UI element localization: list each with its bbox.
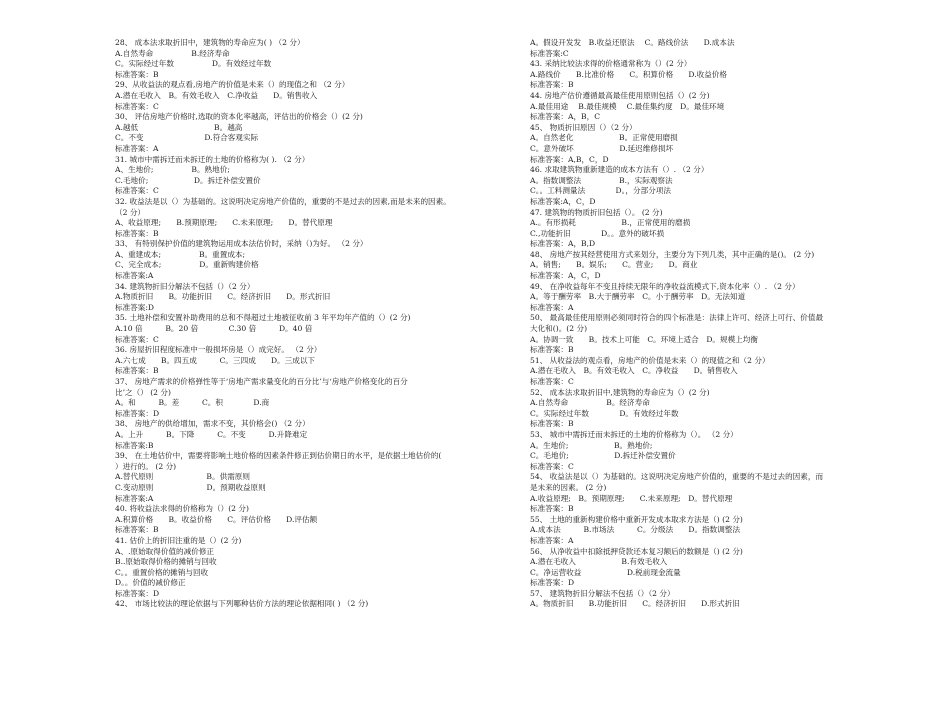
text-line: 54、 收益法是以（）为基础的。这说明决定房地产价值的，重要的不是过去的因素，而 [530, 472, 824, 482]
text-line: A.成本法 B.市场法 C。分级法 D。指数调整法 [530, 525, 741, 535]
text-line: 标准答案：A,B，C，D [530, 154, 609, 164]
text-line: 48、 房地产按其经营使用方式来划分，主要分为下列几类，其中正确的是()。 (2 分) [530, 249, 815, 259]
text-line: 33、 有特别保护价值的建筑物运用成本法估价时，采纳（)为好。 （2 分） [115, 239, 368, 249]
text-line: A.潜在毛收入 B.有效毛收入 [530, 557, 668, 567]
text-line: C.,功能折旧 D。。意外的破坏损 [530, 228, 665, 238]
text-line: A.。有形损耗 B.，正常使用的磨损 [530, 218, 691, 228]
text-line: A。等于酬劳率 B.大于酬劳率 C。小于酬劳率 D。无法知道 [530, 292, 746, 302]
text-line: C。意外破坏 D.延迟维修损坏 [530, 143, 674, 153]
text-line: A.物质折旧 B。功能折旧 C。经济折旧 D。形式折旧 [115, 292, 331, 302]
text-line: 29、从收益法的观点看,房地产的价值是未来（）的现值之和 （2 分） [115, 80, 350, 90]
text-line: 35. 土地补偿和安置补助费用的总和不得超过土地被征收前 3 年平均年产值的（）(2 分) [115, 313, 411, 323]
text-line: C。净运营收益 D.税前现金流量 [530, 567, 681, 577]
text-line: 31. 城市中需拆迁而未拆迁的土地的价格称为( ). （2 分） [115, 154, 310, 164]
text-line: A、生地价; B。熟地价; [115, 165, 230, 175]
text-line: ）进行的。 (2 分) [115, 461, 177, 471]
text-line: 28、 成本法求取折旧中，建筑物的寿命应为( ) （2 分） [115, 38, 305, 47]
text-line: 36. 房屋折旧程度标准中一般损坏房是（）成完好。 （2 分） [115, 345, 322, 355]
text-line: 标准答案：C [115, 101, 159, 111]
text-line: 比’之（） (2 分) [115, 387, 171, 397]
text-line: C、完全成本; D。重新购建价格 [115, 260, 259, 270]
text-line: 标准答案：A [115, 143, 159, 153]
text-line: 49、 在净收益每年不变且持续无限年的净收益流模式下,资本化率（）. （2 分） [530, 281, 800, 291]
text-line: A.自然寿命 B.经济寿命 [115, 48, 230, 58]
text-line: D。。价值的减价修正 [115, 578, 186, 588]
left-column [115, 38, 495, 610]
text-line: A.六七成 B。四五成 C。三四成 D。三成以下 [115, 355, 316, 365]
text-line: 标准答案：D [530, 578, 575, 588]
text-line: A.路线价 B.比准价格 C。积算价格 D.收益价格 [530, 69, 727, 79]
text-line: 标准答案：B [115, 69, 159, 79]
text-line: 标准答案：A，B，C [530, 112, 601, 122]
text-line: 42、 市场比较法的理论依据与下列哪种估价方法的理论依据相同( ) （2 分) [115, 599, 369, 609]
text-line: 53、 城市中需拆迁而未拆迁的土地的价格称为（）。 （2 分） [530, 429, 738, 439]
text-line: （2 分） [115, 207, 146, 217]
text-line: A。销售; B。娱乐; C。营业; D。商业 [530, 260, 698, 270]
text-line: C。毛地价; D.拆迁补偿安置价 [530, 451, 676, 461]
text-line: A。自然老化 B。正常使用磨损 [530, 133, 678, 143]
text-line: 40. 将收益法求得的价格称为（）(2 分) [115, 504, 249, 514]
text-line: A。生地价; B。熟地价; [530, 440, 653, 450]
text-line: C。实际经过年数 D。有效经过年数 [115, 59, 272, 69]
text-line: 标准答案:A [115, 271, 154, 281]
text-line: A.10 倍 B。20 倍 C.30 倍 D。40 倍 [115, 324, 313, 334]
text-line: 43. 采纳比较法求得的价格通常称为（）(2 分） [530, 59, 692, 69]
text-line: A.替代原则 B。供需原则 [115, 472, 250, 482]
text-line: 46. 求取建筑物重新建造的成本方法有（）. （2 分） [530, 165, 709, 175]
text-line: C。实际经过年数 D。有效经过年数 [530, 408, 679, 418]
text-line: 标准答案：B [115, 525, 159, 535]
text-line: B..原始取得价格的摊销与回收 [115, 557, 217, 567]
text-line: 47. 建筑物的物质折旧包括（）。 (2 分) [530, 207, 663, 217]
text-line: 39、 在土地估价中，需要将影响土地价格的因素条件修正到估价期日的水平，是依据土地估价的( [115, 451, 442, 461]
text-line: 标准答案：B [530, 80, 574, 90]
text-line: 大化和()。(2 分) [530, 324, 588, 334]
text-line: A。假设开发发 B.收益还原法 C。路线价法 D.成本法 [530, 38, 735, 47]
text-line: 标准答案：A，B,D [530, 239, 596, 249]
text-line: 标准答案：A [530, 535, 574, 545]
text-line: A.潜在毛收入 B。有效毛收入 C.净收益 D。销售收入 [115, 90, 318, 100]
text-line: A.自然寿命 B。经济寿命 [530, 398, 650, 408]
text-line: A。上升 B。下降 C。不变 D.升降难定 [115, 429, 308, 439]
text-line: 标准答案：C [115, 186, 159, 196]
text-line: 标准答案:A [115, 493, 154, 503]
text-line: C.变动原则 D。预期收益原则 [115, 482, 266, 492]
text-line: A、重建成本; B。重置成本; [115, 249, 246, 259]
text-line: C。。重置价格的摊销与回收 [115, 567, 209, 577]
text-line: 57、 建筑物折旧分解法不包括（）（2 分） [530, 588, 675, 598]
text-line: 45、 物质折旧原因（）（2 分） [530, 122, 637, 132]
text-line: 标准答案：A [530, 302, 574, 312]
text-line: A.潜在毛收入 B。有效毛收入 C。净收益 D。销售收入 [530, 366, 738, 376]
text-line: A.积算价格 B。收益价格 C。评估价格 D.评估额 [115, 514, 318, 524]
text-line: A。协调一致 B。技术上可能 C。环境上适合 D。规模上均衡 [530, 334, 758, 344]
text-line: C。。工料测量法 D。，分部分项法 [530, 186, 671, 196]
text-line: 标准答案：B [530, 504, 574, 514]
text-line: A、收益原理; B.预期原理; C.未来原理; D。替代原理 [115, 218, 333, 228]
text-line: A。指数调整法 B.，实际观察法 [530, 175, 673, 185]
text-line: 标准答案:D [115, 302, 155, 312]
text-line: A.最佳用途 B.最佳规模 C.最佳集约度 D。最佳环境 [530, 101, 725, 111]
text-line: 标准答案：A，C，D [530, 271, 601, 281]
text-line: 标准答案:A，C，D [530, 196, 596, 206]
text-line: C.毛地价; D。拆迁补偿安置价 [115, 175, 261, 185]
text-line: A.收益原理; B。预期原理; C.未来原理; D。替代原理 [530, 493, 733, 503]
text-line: 38、 房地产的供给增加，需求不变，其价格会() （2 分） [115, 419, 310, 429]
text-line: 41. 估价上的折旧注重的是（）(2 分) [115, 535, 242, 545]
text-line: 是未来的因素。 (2 分) [530, 482, 607, 492]
text-line: 标准答案：D [115, 408, 160, 418]
text-line: A。和 B。差 C。积 D.商 [115, 398, 270, 408]
text-line: 标准答案：C [115, 334, 159, 344]
right-column [530, 38, 865, 610]
text-line: 51、 从收益法的观点看，房地产的价值是未来（）的现值之和（2 分） [530, 355, 770, 365]
text-line: 37、 房地产需求的价格弹性等于‘房地产需求量变化的百分比’与‘房地产价格变化的百分 [115, 377, 408, 386]
text-line: 44. 房地产估价遵循最高最佳使用原则包括（）(2 分) [530, 90, 710, 100]
text-line: 标准答案：B [530, 419, 574, 429]
text-line: 标准答案:C [530, 48, 569, 58]
text-line: 标准答案：C [530, 377, 574, 386]
text-line: 标准答案：B [115, 228, 159, 238]
text-line: C。不变 D.符合客观实际 [115, 133, 259, 143]
text-line: 标准答案：B [115, 366, 159, 376]
text-line: A、.原始取得价值的减价修正 [115, 546, 215, 556]
text-line: 标准答案：C [530, 461, 574, 471]
text-line: 30、 评估房地产价格时,选取的资本化率越高，评估出的价格会（）(2 分) [115, 112, 363, 122]
text-line: 34. 建筑物折旧分解法不包括（）（2 分） [115, 281, 255, 291]
text-line: 50、 最高最佳使用原则必须同时符合的四个标准是：法律上许可、经济上可行、价值最 [530, 313, 824, 323]
text-line: A。物质折旧 B.功能折旧 C。经济折旧 D.形式折旧 [530, 599, 740, 609]
text-line: 标准答案:B [115, 440, 154, 450]
text-line: 标准答案：D [115, 588, 160, 598]
text-line: 标准答案：B [530, 345, 574, 355]
text-line: 52、 成本法求取折旧中,建筑物的寿命应为（）(2 分) [530, 387, 710, 397]
text-line: A.越低 B。越高 [115, 122, 243, 132]
text-line: 55、 土地的重新构建价格中重新开发成本取求方法是（) (2 分) [530, 514, 743, 524]
text-line: 32. 收益法是以（）为基础的。这说明决定房地产价值的，重要的不是过去的因素,而是未来的因素。 [115, 196, 451, 206]
text-line: 56、 从净收益中扣除抵押贷款还本复习额后的数额是（) (2 分) [530, 546, 743, 556]
